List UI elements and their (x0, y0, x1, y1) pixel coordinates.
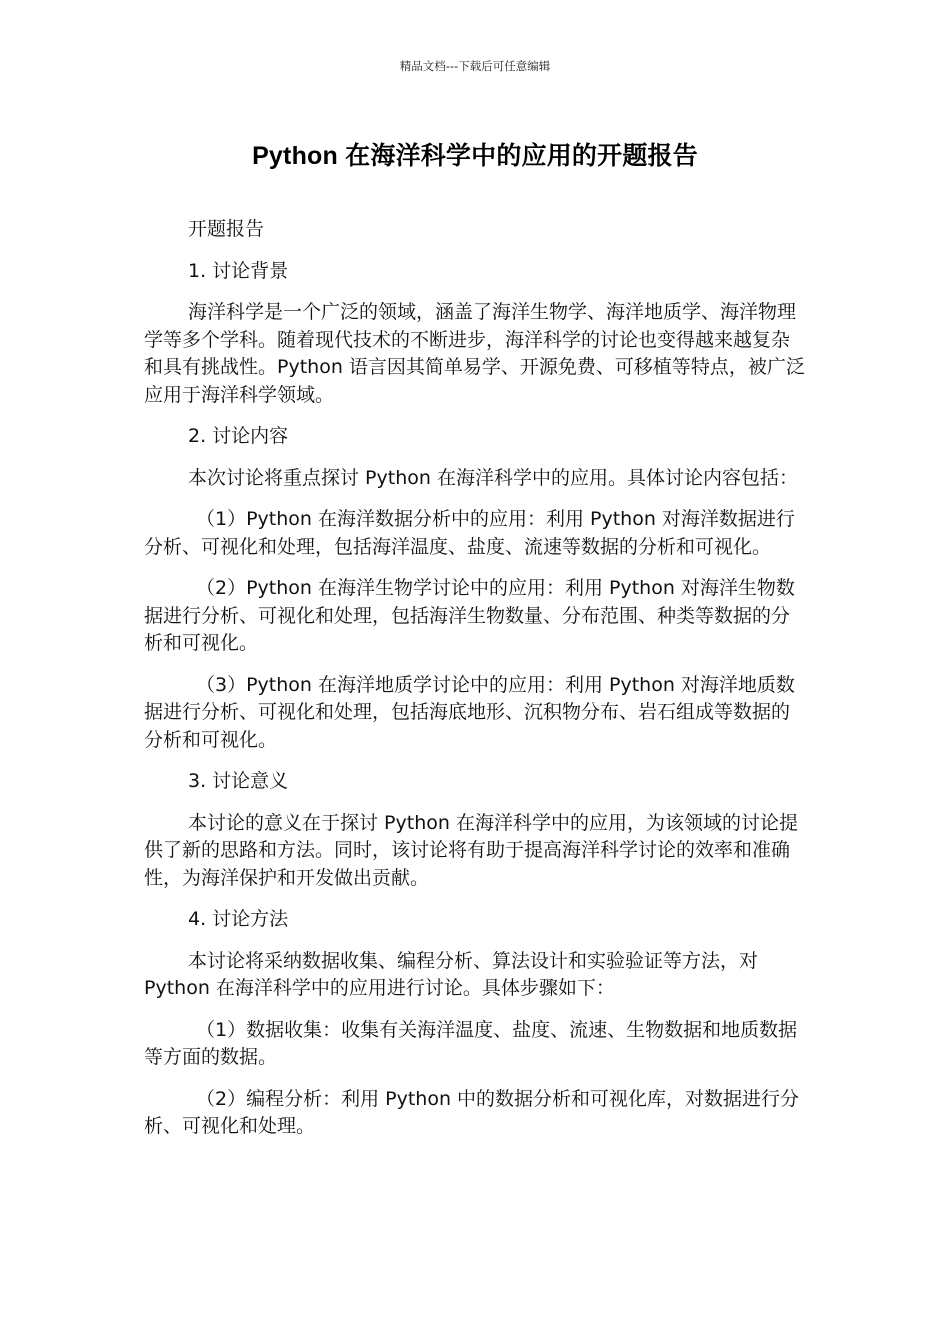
list-item-data-collection: （1）数据收集：收集有关海洋温度、盐度、流速、生物数据和地质数据等方面的数据。 (144, 1018, 798, 1068)
section-heading-content: 2. 讨论内容 (188, 425, 289, 447)
section-heading-background: 1. 讨论背景 (188, 259, 289, 282)
section-heading-methods: 4. 讨论方法 (188, 908, 289, 930)
section-label-report: 开题报告 (188, 218, 265, 240)
list-item-geology: （3）Python 在海洋地质学讨论中的应用：利用 Python 对海洋地质数据进行分析、可视化和处理，包括海底地形、沉积物分布、岩石组成等数据的分析和可视化。 (144, 673, 795, 751)
list-item-programming: （2）编程分析：利用 Python 中的数据分析和可视化库，对数据进行分析、可视化和处理。 (144, 1087, 800, 1137)
document-body (144, 216, 806, 1155)
page-header: 精品文档---下载后可任意编辑 (399, 59, 551, 73)
section-heading-significance: 3. 讨论意义 (188, 770, 289, 792)
paragraph-significance: 本讨论的意义在于探讨 Python 在海洋科学中的应用，为该领域的讨论提供了新的思路和方法。同时，该讨论将有助于提高海洋科学讨论的效率和准确性，为海洋保护和开发做出贡献。 (144, 811, 798, 889)
list-item-biology: （2）Python 在海洋生物学讨论中的应用：利用 Python 对海洋生物数据进行分析、可视化和处理，包括海洋生物数量、分布范围、种类等数据的分析和可视化。 (144, 577, 795, 654)
document-title: Python 在海洋科学中的应用的开题报告 (252, 142, 698, 170)
paragraph-methods: 本讨论将采纳数据收集、编程分析、算法设计和实验验证等方法，对 Python 在海洋科学中的应用进行讨论。具体步骤如下： (144, 949, 759, 999)
paragraph-content-intro: 本次讨论将重点探讨 Python 在海洋科学中的应用。具体讨论内容包括： (188, 466, 798, 489)
paragraph-background: 海洋科学是一个广泛的领域，涵盖了海洋生物学、海洋地质学、海洋物理学等多个学科。随着现代技术的不断进步，海洋科学的讨论也变得越来越复杂和具有挑战性。Python 语言因其简单易学、开源免费、可移植等特点，被广泛应用于海洋科学领域。 (144, 301, 805, 406)
list-item-data-analysis: （1）Python 在海洋数据分析中的应用：利用 Python 对海洋数据进行分析、可视化和处理，包括海洋温度、盐度、流速等数据的分析和可视化。 (144, 508, 795, 558)
